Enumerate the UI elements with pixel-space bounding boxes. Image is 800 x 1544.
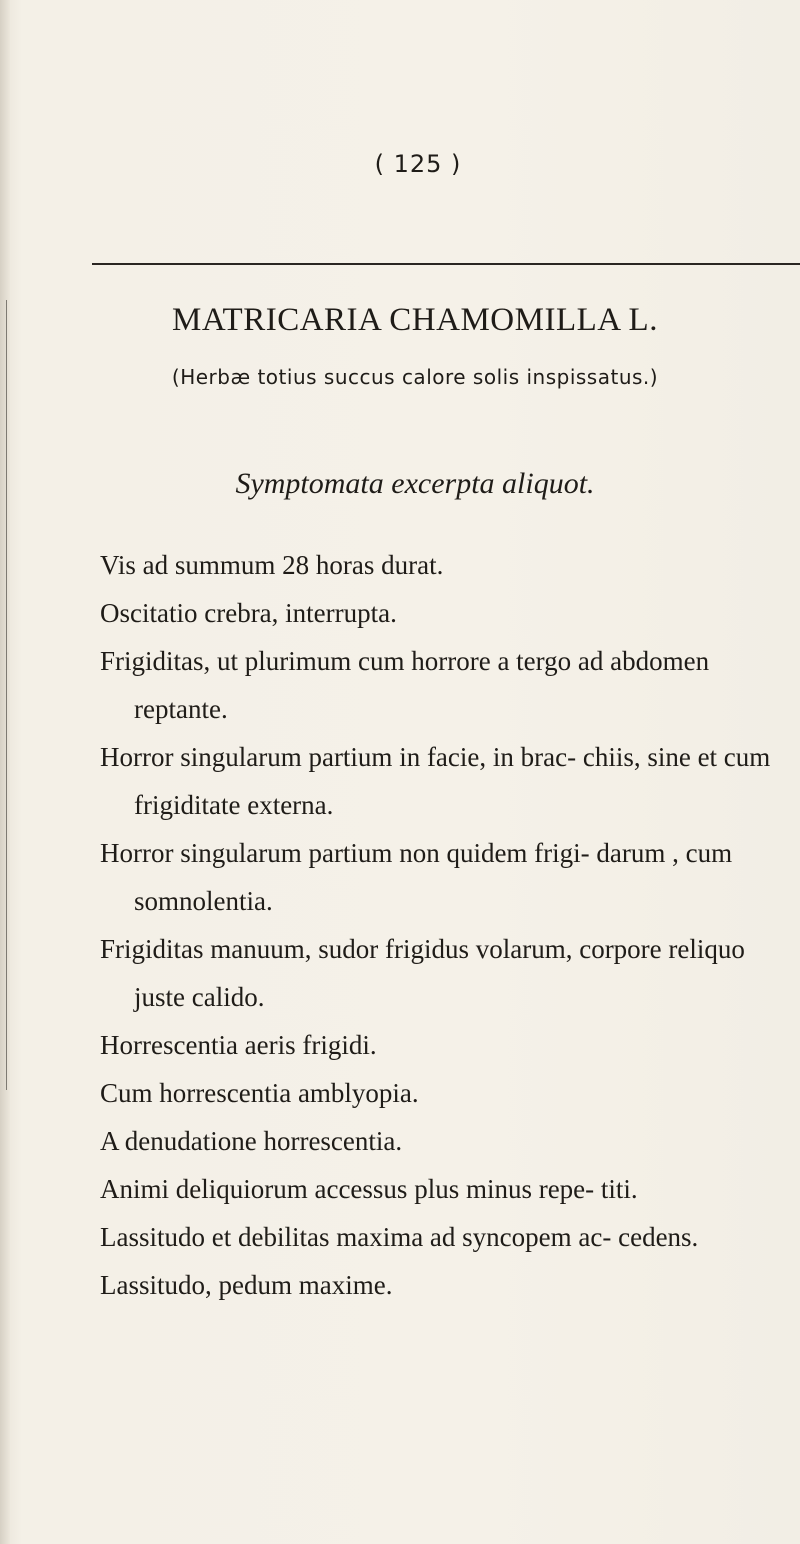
page-title: MATRICARIA CHAMOMILLA L. (172, 302, 658, 338)
symptom-item: Lassitudo et debilitas maxima ad syncopem ac- cedens. (100, 1222, 699, 1252)
symptom-item: A denudatione horrescentia. (100, 1126, 403, 1156)
symptom-item: Horror singularum partium non quidem frigi- darum , cum somnolentia. (100, 838, 733, 916)
symptom-item: Lassitudo, pedum maxime. (100, 1270, 393, 1300)
gutter-line (6, 300, 7, 1090)
page-spine-shadow (0, 0, 10, 1544)
symptom-item: Frigiditas, ut plurimum cum horrore a tergo ad abdomen reptante. (100, 646, 710, 724)
symptom-item: Vis ad summum 28 horas durat. (100, 550, 444, 580)
page-number: ( 125 ) (374, 150, 462, 178)
symptom-item: Horror singularum partium in facie, in brac- chiis, sine et cum frigiditate externa. (100, 742, 771, 820)
symptom-item: Frigiditas manuum, sudor frigidus volarum, corpore reliquo juste calido. (100, 934, 745, 1012)
section-subtitle: Symptomata excerpta aliquot. (235, 467, 595, 500)
symptom-list (100, 541, 790, 1309)
symptom-item: Cum horrescentia amblyopia. (100, 1078, 419, 1108)
header-rule (92, 263, 800, 265)
symptom-item: Oscitatio crebra, interrupta. (100, 598, 397, 628)
symptom-item: Horrescentia aeris frigidi. (100, 1030, 377, 1060)
source-note: (Herbæ totius succus calore solis inspissatus.) (171, 365, 659, 389)
symptom-item: Animi deliquiorum accessus plus minus repe- titi. (100, 1174, 638, 1204)
